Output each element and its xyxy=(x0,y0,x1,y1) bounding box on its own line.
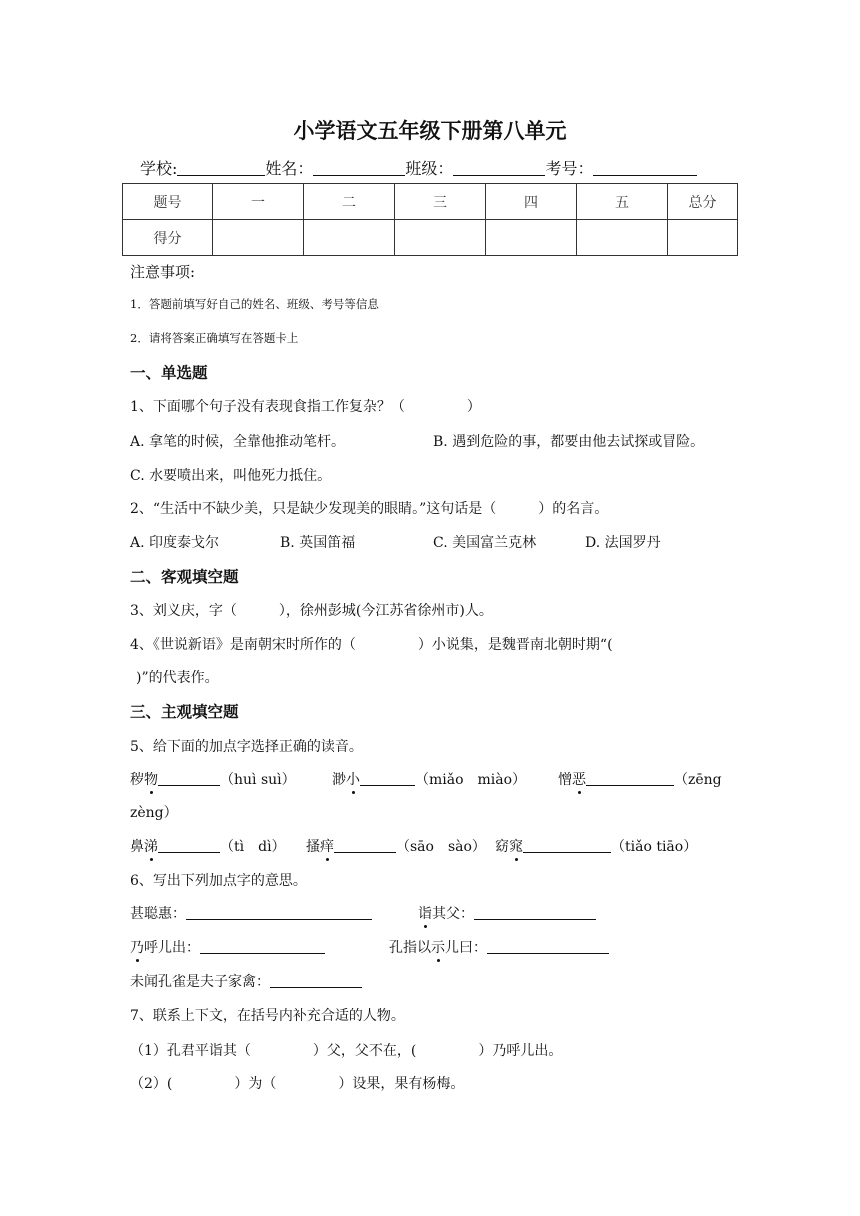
q5-answer-blank[interactable] xyxy=(158,771,220,786)
q7-text: ）设果，果有杨梅。 xyxy=(338,1076,465,1092)
q2-option-b[interactable]: B. 英国笛福 xyxy=(280,535,356,551)
q2-option-c[interactable]: C. 美国富兰克林 xyxy=(433,535,537,551)
q5-word-char: 渺 xyxy=(332,772,346,788)
name-label: 姓名： xyxy=(265,159,314,178)
score-row-label: 得分 xyxy=(123,220,213,256)
q5-word-char: 窈 xyxy=(495,839,509,855)
q5-answer-blank[interactable] xyxy=(158,838,220,853)
q2-option-a[interactable]: A. 印度泰戈尔 xyxy=(130,535,220,551)
name-blank[interactable] xyxy=(313,159,405,176)
q6-item-label: 孔指以 xyxy=(389,940,431,956)
question-7-stem: 7、联系上下文，在括号内补充合适的人物。 xyxy=(130,1008,405,1024)
q4-text-a: 4、《世说新语》是南朝宋时所作的（ xyxy=(130,637,356,653)
q5-pinyin-options: （huì suì） xyxy=(220,772,296,788)
score-cell[interactable] xyxy=(304,220,395,256)
q2-stem-text: 2、“生活中不缺少美，只是缺少发现美的眼睛。”这句话是（ xyxy=(130,501,497,517)
exam-no-label: 考号： xyxy=(545,159,594,178)
q6-answer-blank[interactable] xyxy=(487,939,609,954)
student-info-line xyxy=(140,156,697,179)
q1-stem-text: 1、下面哪个句子没有表现食指工作复杂？（ xyxy=(130,399,405,415)
score-header-cell: 四 xyxy=(486,184,577,220)
score-header-row xyxy=(123,184,738,220)
q5-word-char: 鼻 xyxy=(130,839,144,855)
q1-option-a[interactable]: A. 拿笔的时候，全靠他推动笔杆。 xyxy=(130,434,346,450)
question-2-stem xyxy=(130,498,608,518)
q5-answer-blank[interactable] xyxy=(586,771,674,786)
q5-word-5 xyxy=(306,836,486,856)
score-cell[interactable] xyxy=(668,220,738,256)
class-blank[interactable] xyxy=(453,159,545,176)
q5-word-4 xyxy=(130,836,286,856)
q5-dotted-char: 窕 xyxy=(509,839,523,855)
question-1-stem xyxy=(130,396,481,416)
q6-answer-blank[interactable] xyxy=(186,905,372,920)
q7-text: ）为（ xyxy=(234,1076,277,1092)
q2-option-d[interactable]: D. 法国罗丹 xyxy=(585,535,661,551)
question-5-stem: 5、给下面的加点字选择正确的读音。 xyxy=(130,739,363,755)
q5-dotted-char: 痒 xyxy=(320,839,334,855)
class-label: 班级： xyxy=(405,159,454,178)
q7-line-2 xyxy=(130,1073,464,1093)
q4-text-b: ）小说集，是魏晋南北朝时期“( xyxy=(417,637,613,653)
q7-text: ）乃呼儿出。 xyxy=(478,1043,563,1059)
score-header-cell: 总分 xyxy=(668,184,738,220)
q5-word-2 xyxy=(332,769,526,789)
score-value-row xyxy=(123,220,738,256)
q5-dotted-char: 小 xyxy=(346,772,360,788)
score-cell[interactable] xyxy=(577,220,668,256)
q6-item-2 xyxy=(418,903,596,923)
q4-text-c: )”的代表作。 xyxy=(136,670,219,686)
section-heading-objective-fill: 二、客观填空题 xyxy=(130,568,239,586)
section-heading-single-choice: 一、单选题 xyxy=(130,364,208,382)
q6-item-5 xyxy=(130,971,362,991)
q6-item-4 xyxy=(389,937,609,957)
exam-no-blank[interactable] xyxy=(593,159,697,176)
q6-item-label: 其父： xyxy=(432,906,474,922)
q7-text: （1）孔君平诣其（ xyxy=(130,1043,251,1059)
q5-answer-blank[interactable] xyxy=(523,838,611,853)
q5-word-char: 憎 xyxy=(558,772,572,788)
q5-dotted-char: 物 xyxy=(144,772,158,788)
score-header-cell: 二 xyxy=(304,184,395,220)
q3-text-a: 3、刘义庆，字（ xyxy=(130,603,237,619)
q1-option-b[interactable]: B. 遇到危险的事，都要由他去试探或冒险。 xyxy=(433,434,705,450)
q6-item-label: 呼儿出： xyxy=(144,940,200,956)
question-6-stem: 6、写出下列加点字的意思。 xyxy=(130,873,307,889)
question-4 xyxy=(130,634,613,654)
q3-text-b: ），徐州彭城(今江苏省徐州市)人。 xyxy=(278,603,493,619)
q6-item-1 xyxy=(130,903,372,923)
score-header-cell: 三 xyxy=(395,184,486,220)
q5-word-char: 秽 xyxy=(130,772,144,788)
q5-word-char: 搔 xyxy=(306,839,320,855)
score-table xyxy=(122,183,738,256)
q5-pinyin-options: （miǎo miào） xyxy=(415,772,527,788)
q6-item-label: 儿曰： xyxy=(445,940,487,956)
q6-dotted-char: 示 xyxy=(431,940,445,956)
school-blank[interactable] xyxy=(177,159,265,176)
q5-pinyin-options: （sāo sào） xyxy=(396,839,486,855)
q7-line-1 xyxy=(130,1040,562,1060)
q5-pinyin-options: （tì dì） xyxy=(220,839,286,855)
q6-item-3 xyxy=(130,937,325,957)
score-header-cell: 五 xyxy=(577,184,668,220)
q5-answer-blank[interactable] xyxy=(334,838,396,853)
q7-text: （2）( xyxy=(130,1076,173,1092)
section-heading-subjective-fill: 三、主观填空题 xyxy=(130,703,239,721)
q5-word-3 xyxy=(558,769,722,789)
q2-stem-close: ）的名言。 xyxy=(538,501,609,517)
q6-answer-blank[interactable] xyxy=(474,905,596,920)
score-header-cell: 题号 xyxy=(123,184,213,220)
q5-word-6 xyxy=(495,836,697,856)
note-item: 2．请将答案正确填写在答题卡上 xyxy=(130,331,299,345)
q6-dotted-char: 诣 xyxy=(418,906,432,922)
q5-dotted-char: 涕 xyxy=(144,839,158,855)
q5-answer-blank[interactable] xyxy=(360,771,415,786)
score-cell[interactable] xyxy=(395,220,486,256)
q7-text: ）父，父不在，( xyxy=(312,1043,417,1059)
q6-answer-blank[interactable] xyxy=(270,973,362,988)
notes-heading: 注意事项: xyxy=(130,263,196,281)
school-label: 学校: xyxy=(140,159,178,178)
q5-pinyin-options: （tiǎo tiāo） xyxy=(611,839,698,855)
page-title: 小学语文五年级下册第八单元 xyxy=(293,119,567,143)
q1-stem-close: ） xyxy=(466,399,481,415)
score-cell[interactable] xyxy=(213,220,304,256)
q5-pinyin-options: （zēng xyxy=(674,772,722,788)
question-3 xyxy=(130,600,493,620)
score-header-cell: 一 xyxy=(213,184,304,220)
q5-dotted-char: 恶 xyxy=(572,772,586,788)
q6-item-label: 甚聪惠： xyxy=(130,906,186,922)
q5-word-3-continued: zèng） xyxy=(130,805,178,821)
q6-answer-blank[interactable] xyxy=(200,939,325,954)
q1-option-c[interactable]: C. 水要喷出来，叫他死力抵住。 xyxy=(130,468,332,484)
score-cell[interactable] xyxy=(486,220,577,256)
q6-dotted-char: 乃 xyxy=(130,940,144,956)
q5-word-1 xyxy=(130,769,296,789)
note-item: 1．答题前填写好自己的姓名、班级、考号等信息 xyxy=(130,297,379,311)
q6-item-label: 未闻孔雀是夫子家禽： xyxy=(130,974,270,990)
